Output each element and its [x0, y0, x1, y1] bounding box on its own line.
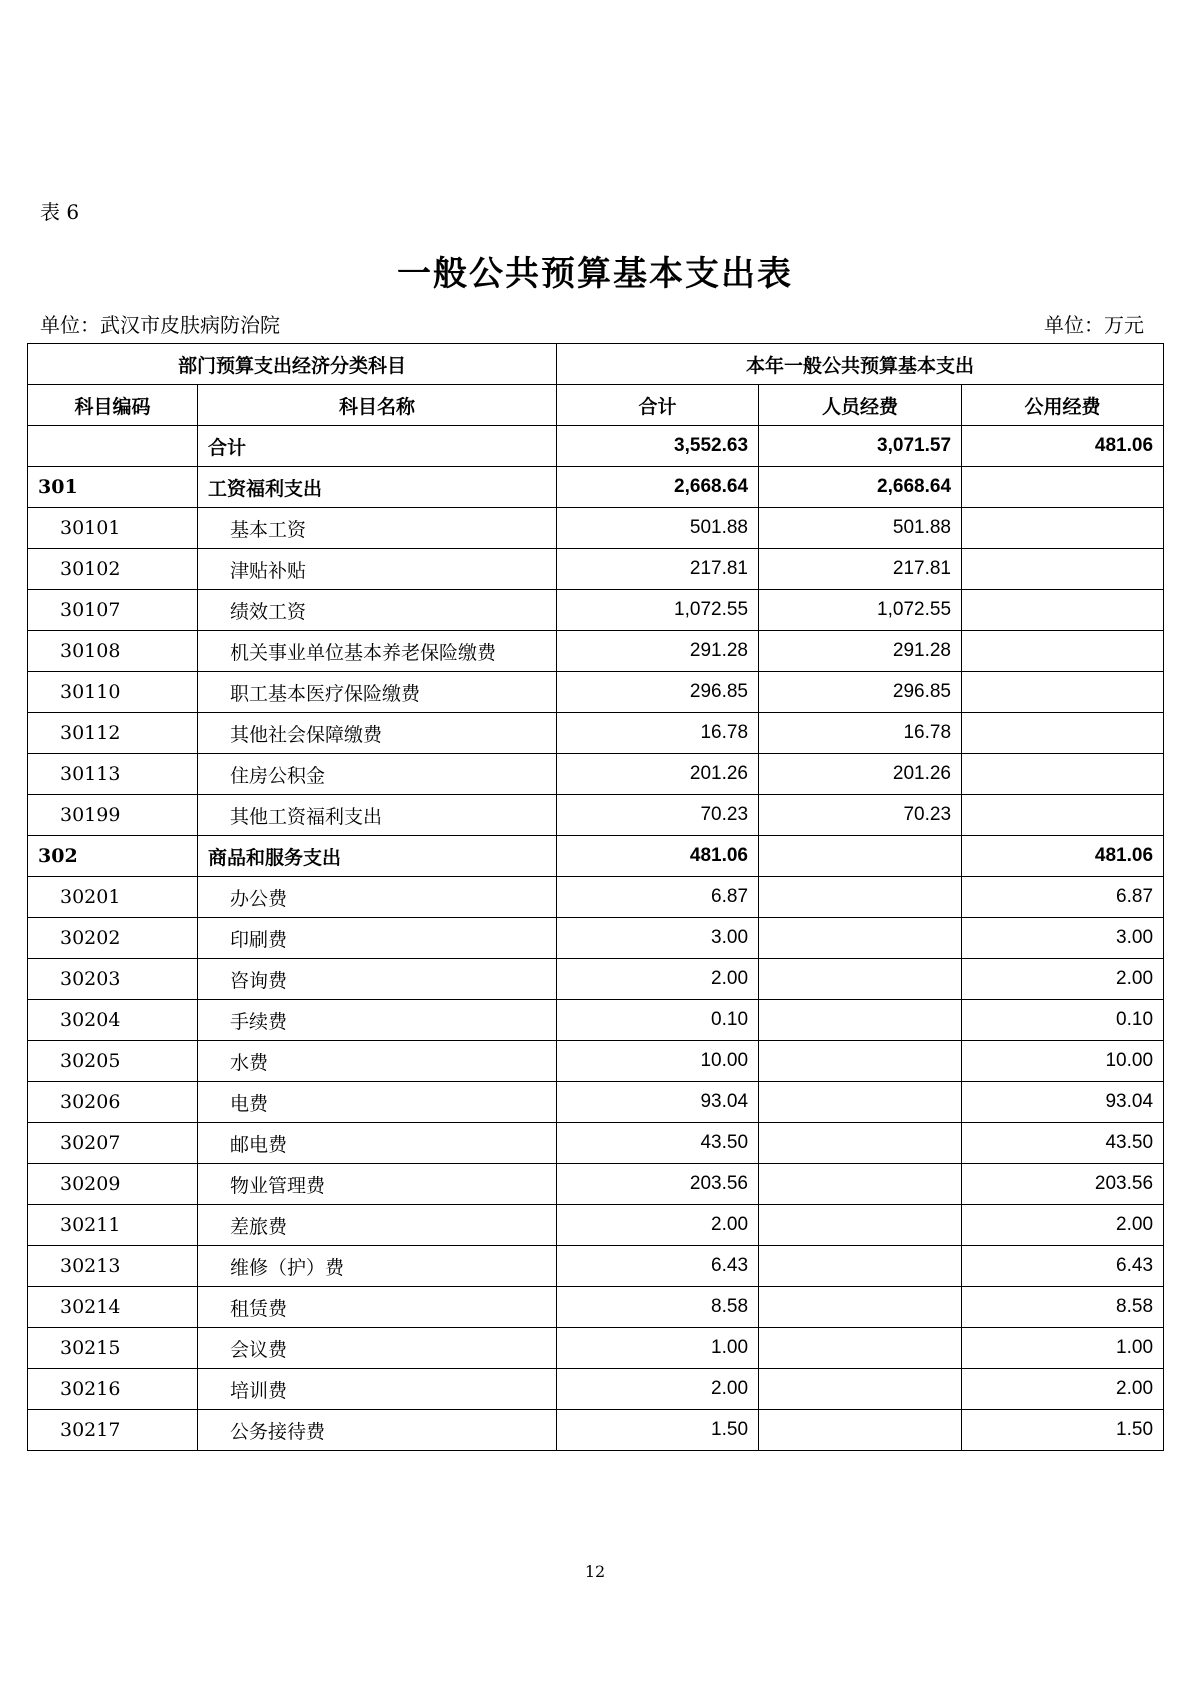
cell-code: 301 [28, 467, 198, 508]
cell-code: 30203 [28, 959, 198, 1000]
cell-personnel [759, 959, 962, 1000]
cell-personnel: 291.28 [759, 631, 962, 672]
cell-total: 217.81 [557, 549, 759, 590]
header-public: 公用经费 [962, 385, 1164, 426]
cell-personnel [759, 1123, 962, 1164]
cell-name: 商品和服务支出 [198, 836, 557, 877]
cell-code: 30107 [28, 590, 198, 631]
cell-name: 工资福利支出 [198, 467, 557, 508]
table-body [28, 426, 1164, 1451]
cell-total: 1.50 [557, 1410, 759, 1451]
cell-code: 30211 [28, 1205, 198, 1246]
cell-name: 基本工资 [198, 508, 557, 549]
table-row [28, 1041, 1164, 1082]
cell-name: 津贴补贴 [198, 549, 557, 590]
cell-total: 1,072.55 [557, 590, 759, 631]
table-row [28, 1369, 1164, 1410]
cell-public [962, 508, 1164, 549]
cell-total: 1.00 [557, 1328, 759, 1369]
table-row [28, 508, 1164, 549]
cell-total: 296.85 [557, 672, 759, 713]
cell-total: 6.43 [557, 1246, 759, 1287]
cell-name: 公务接待费 [198, 1410, 557, 1451]
cell-public: 2.00 [962, 1205, 1164, 1246]
cell-name: 维修（护）费 [198, 1246, 557, 1287]
cell-name: 邮电费 [198, 1123, 557, 1164]
cell-personnel [759, 1246, 962, 1287]
table-row [28, 1205, 1164, 1246]
cell-personnel: 2,668.64 [759, 467, 962, 508]
cell-code: 30205 [28, 1041, 198, 1082]
table-row [28, 877, 1164, 918]
table-row [28, 713, 1164, 754]
cell-code: 30101 [28, 508, 198, 549]
cell-public: 2.00 [962, 1369, 1164, 1410]
cell-public: 481.06 [962, 426, 1164, 467]
table-row [28, 631, 1164, 672]
cell-code: 30206 [28, 1082, 198, 1123]
cell-personnel [759, 836, 962, 877]
cell-public: 93.04 [962, 1082, 1164, 1123]
table-row [28, 795, 1164, 836]
header-group-left: 部门预算支出经济分类科目 [28, 344, 557, 385]
cell-public: 8.58 [962, 1287, 1164, 1328]
page-title: 一般公共预算基本支出表 [397, 254, 793, 294]
cell-public: 1.50 [962, 1410, 1164, 1451]
table-row [28, 959, 1164, 1000]
cell-total: 501.88 [557, 508, 759, 549]
cell-personnel [759, 1000, 962, 1041]
cell-personnel: 217.81 [759, 549, 962, 590]
cell-public: 10.00 [962, 1041, 1164, 1082]
cell-total: 16.78 [557, 713, 759, 754]
cell-code: 30113 [28, 754, 198, 795]
cell-personnel [759, 1410, 962, 1451]
cell-public [962, 467, 1164, 508]
cell-name: 绩效工资 [198, 590, 557, 631]
cell-name: 印刷费 [198, 918, 557, 959]
cell-total: 43.50 [557, 1123, 759, 1164]
cell-code: 30216 [28, 1369, 198, 1410]
table-row [28, 590, 1164, 631]
header-personnel: 人员经费 [759, 385, 962, 426]
header-code: 科目编码 [28, 385, 198, 426]
cell-code: 302 [28, 836, 198, 877]
cell-personnel [759, 1041, 962, 1082]
cell-public [962, 590, 1164, 631]
unit-organization: 单位：武汉市皮肤病防治院 [40, 313, 280, 337]
cell-public [962, 795, 1164, 836]
cell-public: 43.50 [962, 1123, 1164, 1164]
cell-public: 6.43 [962, 1246, 1164, 1287]
table-row [28, 1082, 1164, 1123]
cell-public [962, 672, 1164, 713]
table-row [28, 918, 1164, 959]
cell-code: 30112 [28, 713, 198, 754]
cell-code [28, 426, 198, 467]
cell-code: 30214 [28, 1287, 198, 1328]
cell-total: 481.06 [557, 836, 759, 877]
table-row [28, 836, 1164, 877]
cell-code: 30202 [28, 918, 198, 959]
cell-personnel [759, 1164, 962, 1205]
cell-name: 住房公积金 [198, 754, 557, 795]
cell-total: 2.00 [557, 1205, 759, 1246]
cell-name: 会议费 [198, 1328, 557, 1369]
cell-public: 6.87 [962, 877, 1164, 918]
cell-public: 1.00 [962, 1328, 1164, 1369]
cell-public [962, 549, 1164, 590]
cell-personnel: 501.88 [759, 508, 962, 549]
cell-total: 2.00 [557, 1369, 759, 1410]
cell-personnel [759, 1328, 962, 1369]
table-row [28, 1246, 1164, 1287]
cell-total: 8.58 [557, 1287, 759, 1328]
cell-total: 201.26 [557, 754, 759, 795]
cell-total: 93.04 [557, 1082, 759, 1123]
cell-name: 办公费 [198, 877, 557, 918]
cell-public: 203.56 [962, 1164, 1164, 1205]
cell-public [962, 713, 1164, 754]
cell-code: 30207 [28, 1123, 198, 1164]
table-row [28, 549, 1164, 590]
cell-total: 10.00 [557, 1041, 759, 1082]
header-group-row [28, 344, 1164, 385]
cell-public: 0.10 [962, 1000, 1164, 1041]
cell-code: 30204 [28, 1000, 198, 1041]
table-row [28, 672, 1164, 713]
cell-public [962, 754, 1164, 795]
cell-code: 30201 [28, 877, 198, 918]
cell-name: 培训费 [198, 1369, 557, 1410]
cell-personnel: 296.85 [759, 672, 962, 713]
cell-personnel: 3,071.57 [759, 426, 962, 467]
table-row [28, 467, 1164, 508]
cell-name: 职工基本医疗保险缴费 [198, 672, 557, 713]
cell-name: 差旅费 [198, 1205, 557, 1246]
table-label: 表 6 [40, 200, 80, 224]
cell-personnel [759, 1082, 962, 1123]
table-row [28, 1000, 1164, 1041]
cell-total: 3,552.63 [557, 426, 759, 467]
table-row [28, 1410, 1164, 1451]
cell-code: 30213 [28, 1246, 198, 1287]
cell-code: 30199 [28, 795, 198, 836]
cell-total: 6.87 [557, 877, 759, 918]
cell-personnel [759, 1287, 962, 1328]
cell-name: 物业管理费 [198, 1164, 557, 1205]
cell-total: 70.23 [557, 795, 759, 836]
cell-public: 2.00 [962, 959, 1164, 1000]
cell-code: 30209 [28, 1164, 198, 1205]
cell-name: 合计 [198, 426, 557, 467]
table-row [28, 426, 1164, 467]
cell-name: 其他工资福利支出 [198, 795, 557, 836]
cell-total: 0.10 [557, 1000, 759, 1041]
cell-name: 电费 [198, 1082, 557, 1123]
table-row [28, 1287, 1164, 1328]
table-row [28, 1123, 1164, 1164]
cell-personnel: 201.26 [759, 754, 962, 795]
budget-table [27, 343, 1164, 1451]
cell-personnel [759, 918, 962, 959]
cell-personnel [759, 1205, 962, 1246]
table-row [28, 1328, 1164, 1369]
cell-code: 30102 [28, 549, 198, 590]
cell-code: 30108 [28, 631, 198, 672]
cell-personnel [759, 877, 962, 918]
cell-code: 30217 [28, 1410, 198, 1451]
cell-personnel: 1,072.55 [759, 590, 962, 631]
cell-personnel: 16.78 [759, 713, 962, 754]
cell-public [962, 631, 1164, 672]
cell-name: 其他社会保障缴费 [198, 713, 557, 754]
cell-total: 203.56 [557, 1164, 759, 1205]
cell-code: 30215 [28, 1328, 198, 1369]
cell-total: 3.00 [557, 918, 759, 959]
cell-name: 水费 [198, 1041, 557, 1082]
header-column-row [28, 385, 1164, 426]
cell-name: 机关事业单位基本养老保险缴费 [198, 631, 557, 672]
table-row [28, 754, 1164, 795]
unit-currency: 单位：万元 [1044, 313, 1144, 337]
cell-code: 30110 [28, 672, 198, 713]
cell-total: 2,668.64 [557, 467, 759, 508]
cell-name: 手续费 [198, 1000, 557, 1041]
page-number: 12 [584, 1562, 606, 1581]
header-name: 科目名称 [198, 385, 557, 426]
header-group-right: 本年一般公共预算基本支出 [557, 344, 1164, 385]
cell-total: 291.28 [557, 631, 759, 672]
cell-public: 481.06 [962, 836, 1164, 877]
cell-total: 2.00 [557, 959, 759, 1000]
cell-name: 咨询费 [198, 959, 557, 1000]
cell-personnel: 70.23 [759, 795, 962, 836]
cell-name: 租赁费 [198, 1287, 557, 1328]
cell-public: 3.00 [962, 918, 1164, 959]
table-row [28, 1164, 1164, 1205]
header-total: 合计 [557, 385, 759, 426]
cell-personnel [759, 1369, 962, 1410]
